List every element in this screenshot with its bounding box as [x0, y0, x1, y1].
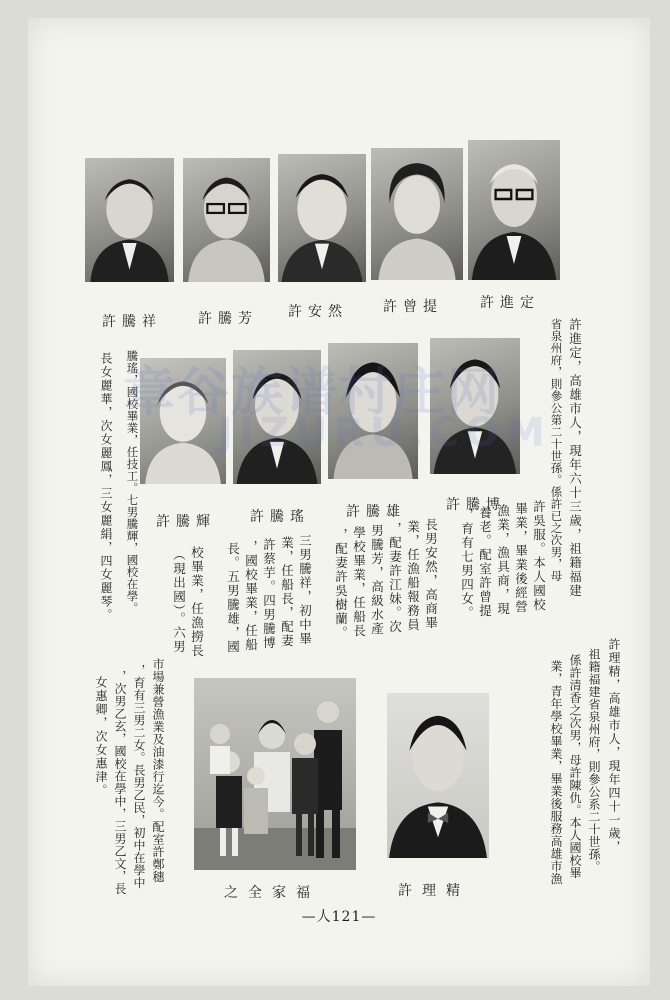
biography-column: （現出國）。六男	[171, 548, 187, 654]
photo-caption: 之全家福	[224, 885, 320, 901]
biography-column: 騰瑤，國校畢業，任技工。七男騰輝，國校在學。	[125, 350, 140, 614]
biography-column: 業，任漁船報務員	[405, 520, 421, 632]
biography-column: 係許清香之次男，母許陳仇。本人國校畢	[568, 654, 582, 879]
portrait-caption: 許騰輝	[156, 514, 216, 530]
biography-column: 男騰芳，高級水產	[369, 524, 385, 636]
biography-column: 女惠卿，次女惠津。	[94, 676, 108, 798]
portrait-caption: 許騰祥	[102, 314, 162, 330]
biography-column: 市場兼營漁業及油漆行迄今。配室許鄭穗	[151, 658, 165, 883]
portrait-photo	[468, 140, 560, 280]
biography-column: 許蔡芋。四男騰博	[261, 538, 277, 650]
portrait-caption: 許曾提	[383, 299, 443, 315]
portrait-caption: 許騰博	[446, 497, 506, 513]
portrait-photo	[371, 148, 463, 280]
portrait-caption: 許安然	[288, 304, 348, 320]
watermark-url: JIZURU.COM	[218, 410, 551, 456]
biography-column: 漁業，漁具商，現	[495, 504, 511, 616]
portrait-photo	[85, 158, 174, 282]
family-photo	[194, 678, 356, 870]
biography-column: ，育有三男二女。長男乙民，初中在學中	[132, 664, 146, 889]
portrait-caption: 許進定	[480, 295, 540, 311]
biography-column: ，次男乙玄，國校在學中，三男乙文，長	[113, 670, 127, 895]
biography-column: 祖籍福建省泉州府，則參公系二十世孫。	[587, 648, 601, 873]
biography-column: 學校畢業，任船長	[351, 526, 367, 638]
portrait-photo	[278, 154, 366, 282]
biography-column: 長男安然，高商畢	[423, 518, 439, 630]
biography-column: 長。五男騰雄，國	[225, 542, 241, 654]
biography-column: 省泉州府，則參公第二十世孫。係許已之次男，母	[549, 318, 564, 582]
biography-column: 許吳服。本人國校	[531, 500, 547, 612]
biography-column: 業，任船長，配妻	[279, 536, 295, 648]
portrait-caption: 許騰瑤	[250, 509, 310, 525]
biography-column: 校畢業，任漁撈長	[189, 546, 205, 658]
biography-column: 三男騰祥，初中畢	[297, 534, 313, 646]
portrait-photo	[183, 158, 270, 282]
biography-column: ，育有七男四女。	[459, 508, 475, 620]
document-page	[28, 18, 650, 986]
photo-caption: 許理精	[398, 883, 470, 899]
portrait-caption: 許騰芳	[198, 311, 258, 327]
biography-column: 畢業，畢業後經營	[513, 502, 529, 614]
biography-column: 許理精，高雄市人，現年四十一歲，	[607, 638, 621, 854]
biography-column: 許進定，高雄市人，現年六十三歲，祖籍福建	[567, 318, 583, 598]
portrait-photo	[387, 693, 489, 858]
watermark-text: 章谷族谱村庄网	[123, 363, 502, 423]
biography-column: 業，青年學校畢業，畢業後服務高雄市漁	[549, 660, 563, 885]
biography-column: ，配妻許江妹。次	[387, 522, 403, 634]
biography-column: ，國校畢業，任船	[243, 540, 259, 652]
page-number: —人121—	[301, 909, 377, 925]
biography-column: 養老。配室許曾提	[477, 506, 493, 618]
biography-column: 長女麗華，次女麗鳳，三女麗絹，四女麗琴。	[99, 352, 113, 622]
portrait-caption: 許騰雄	[346, 504, 406, 520]
biography-column: ，配妻許吳樹蘭。	[333, 528, 349, 640]
